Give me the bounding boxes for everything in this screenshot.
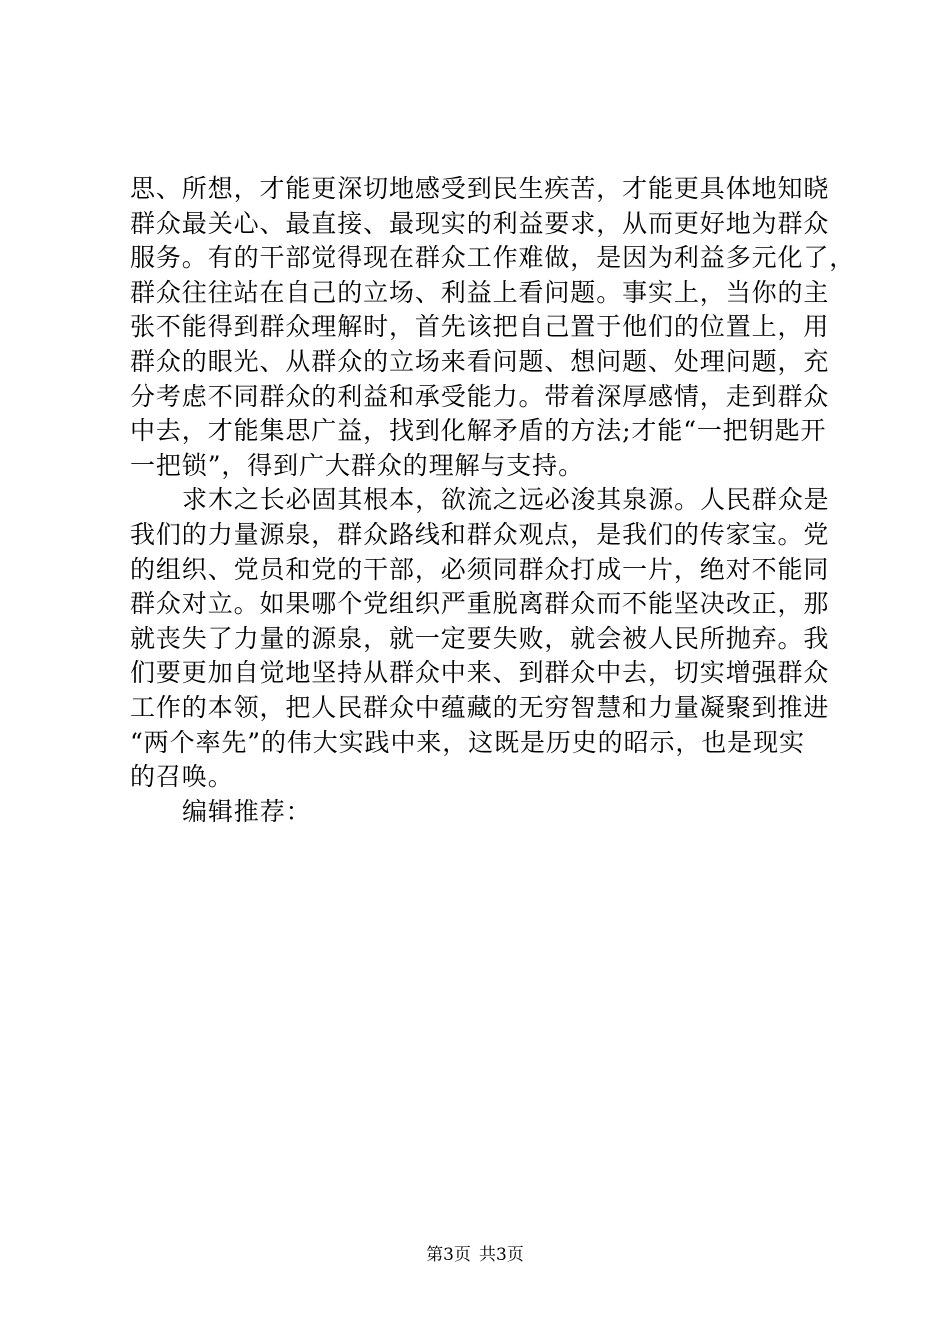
page-footer — [0, 1244, 950, 1266]
text-line: 一把锁”，得到广大群众的理解与支持。 — [130, 450, 584, 480]
text-line: 服务。有的干部觉得现在群众工作难做，是因为利益多元化了， — [130, 243, 856, 273]
document-body — [130, 172, 856, 829]
text-line: 分考虑不同群众的利益和承受能力。带着深厚感情，走到群众 — [130, 381, 830, 411]
editor-recommend-label: 编辑推荐： — [182, 796, 312, 826]
current-page-number: 第3页 — [426, 1245, 471, 1265]
text-line: 思、所想，才能更深切地感受到民生疾苦，才能更具体地知晓 — [130, 174, 830, 203]
text-line: 们要更加自觉地坚持从群众中来、到群众中去，切实增强群众 — [130, 658, 830, 688]
text-line: 我们的力量源泉，群众路线和群众观点，是我们的传家宝。党 — [130, 519, 830, 549]
paragraph-conclusion — [130, 483, 830, 794]
text-line: 工作的本领，把人民群众中蕴藏的无穷智慧和力量凝聚到推进 — [130, 692, 830, 722]
text-line: 群众最关心、最直接、最现实的利益要求，从而更好地为群众 — [130, 208, 830, 238]
text-line: 的召唤。 — [130, 762, 234, 792]
text-line: 张不能得到群众理解时，首先该把自己置于他们的位置上，用 — [130, 312, 830, 342]
total-pages: 共3页 — [479, 1245, 524, 1265]
text-line: 群众对立。如果哪个党组织严重脱离群众而不能坚决改正，那 — [130, 589, 830, 619]
paragraph-continued — [130, 172, 856, 483]
text-line: 就丧失了力量的源泉，就一定要失败，就会被人民所抛弃。我 — [130, 623, 830, 653]
text-line: 求木之长必固其根本，欲流之远必浚其泉源。人民群众是 — [182, 485, 830, 515]
text-line: “两个率先”的伟大实践中来，这既是历史的昭示，也是现实 — [130, 727, 805, 757]
text-line: 中去，才能集思广益，找到化解矛盾的方法;才能“一把钥匙开 — [130, 416, 827, 446]
text-line: 群众的眼光、从群众的立场来看问题、想问题、处理问题，充 — [130, 346, 830, 376]
text-line: 群众往往站在自己的立场、利益上看问题。事实上，当你的主 — [130, 277, 830, 307]
text-line: 的组织、党员和党的干部，必须同群众打成一片，绝对不能同 — [130, 554, 830, 584]
